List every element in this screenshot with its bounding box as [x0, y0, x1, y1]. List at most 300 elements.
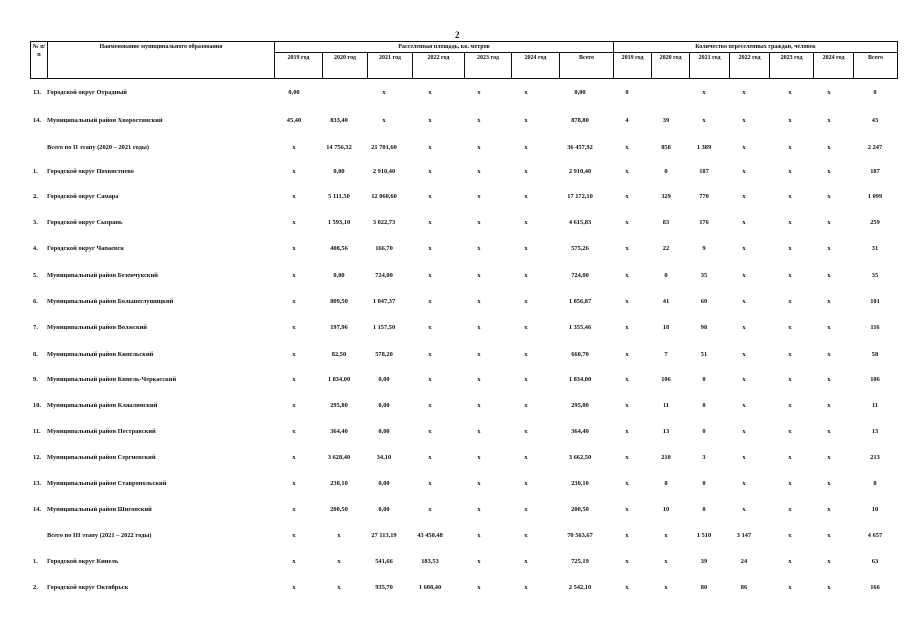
people-cell: 63 — [871, 558, 879, 565]
area-cell: 21 701,60 — [371, 144, 397, 151]
people-cell: x — [788, 454, 792, 461]
area-cell: x — [477, 480, 481, 487]
people-cell: x — [702, 89, 706, 96]
area-cell: x — [477, 558, 481, 565]
people-cell: x — [742, 272, 746, 279]
row-number: 2. — [33, 193, 38, 200]
area-cell: 0,00 — [378, 480, 390, 487]
people-cell: 4 — [625, 117, 629, 124]
area-cell: 200,50 — [571, 506, 589, 513]
area-cell: 36 457,92 — [567, 144, 593, 151]
people-cell: x — [742, 193, 746, 200]
row-name: Всего по III этапу (2021 – 2022 годы) — [47, 532, 152, 539]
area-cell: x — [428, 245, 432, 252]
people-cell: x — [625, 402, 629, 409]
people-cell: 101 — [870, 298, 880, 305]
area-cell: x — [428, 117, 432, 124]
people-cell: x — [827, 245, 831, 252]
people-cell: 60 — [700, 298, 708, 305]
row-name: Муниципальный район Хворостянский — [47, 117, 163, 124]
people-cell: x — [788, 245, 792, 252]
row-name: Муниципальный район Кляалинский — [47, 402, 158, 409]
area-cell: 935,70 — [375, 584, 393, 591]
area-cell: x — [524, 402, 528, 409]
row-name: Всего по II этапу (2020 – 2021 годы) — [47, 144, 149, 151]
people-cell: x — [625, 168, 629, 175]
area-cell: x — [477, 168, 481, 175]
row-name: Городской округ Самара — [47, 193, 119, 200]
people-cell: 0 — [873, 89, 877, 96]
area-cell: x — [292, 272, 296, 279]
area-cell: x — [292, 454, 296, 461]
area-cell: x — [337, 558, 341, 565]
row-number: 1. — [33, 558, 38, 565]
people-cell: x — [742, 351, 746, 358]
table-row — [0, 270, 905, 282]
area-cell: 34,10 — [376, 454, 392, 461]
area-cell: x — [428, 168, 432, 175]
people-cell: 10 — [871, 506, 879, 513]
row-number: 11. — [33, 428, 41, 435]
area-cell: 43 450,48 — [417, 532, 443, 539]
area-cell: x — [477, 272, 481, 279]
area-cell: x — [428, 324, 432, 331]
people-cell: x — [742, 298, 746, 305]
people-cell: x — [788, 351, 792, 358]
people-cell: 166 — [870, 584, 880, 591]
table-row — [0, 115, 905, 127]
row-name: Муниципальный район Большеглушицкий — [47, 298, 174, 305]
table-row — [0, 87, 905, 99]
people-cell: 8 — [873, 480, 877, 487]
area-cell: x — [292, 428, 296, 435]
row-name: Муниципальный район Волжский — [47, 324, 147, 331]
area-cell: x — [477, 117, 481, 124]
area-cell: 1 608,40 — [418, 584, 442, 591]
area-cell: x — [477, 89, 481, 96]
area-cell: 3 628,40 — [327, 454, 351, 461]
people-cell: x — [742, 168, 746, 175]
people-cell: 51 — [700, 351, 708, 358]
people-cell: 3 147 — [736, 532, 752, 539]
header-year: 2024 год — [814, 53, 854, 79]
area-cell: x — [428, 376, 432, 383]
area-cell: x — [524, 117, 528, 124]
area-cell: 82,50 — [331, 351, 347, 358]
row-name: Городской округ Октябрьск — [47, 584, 129, 591]
people-cell: x — [827, 351, 831, 358]
area-cell: x — [477, 402, 481, 409]
row-number: 2. — [33, 584, 38, 591]
people-cell: x — [742, 428, 746, 435]
row-name: Муниципальный район Кинельский — [47, 351, 154, 358]
area-cell: 295,80 — [330, 402, 348, 409]
row-number: 1. — [33, 168, 38, 175]
area-cell: 2 910,40 — [372, 168, 396, 175]
area-cell: x — [477, 584, 481, 591]
area-cell: x — [524, 480, 528, 487]
area-cell: 578,20 — [375, 351, 393, 358]
people-cell: x — [664, 584, 668, 591]
area-cell: x — [524, 89, 528, 96]
area-cell: x — [292, 558, 296, 565]
row-name: Городской округ Отрадный — [47, 89, 127, 96]
people-cell: 213 — [870, 454, 880, 461]
area-cell: x — [477, 193, 481, 200]
people-cell: x — [625, 272, 629, 279]
people-cell: x — [625, 532, 629, 539]
people-cell: x — [742, 402, 746, 409]
area-cell: x — [524, 351, 528, 358]
people-cell: x — [827, 506, 831, 513]
people-cell: 41 — [662, 298, 670, 305]
area-cell: 1 157,50 — [372, 324, 396, 331]
table-row — [0, 452, 905, 464]
people-cell: 83 — [662, 219, 670, 226]
area-cell: 364,40 — [330, 428, 348, 435]
people-cell: x — [827, 454, 831, 461]
people-cell: x — [788, 584, 792, 591]
area-cell: x — [292, 193, 296, 200]
people-cell: 43 — [871, 117, 879, 124]
area-cell: 725,19 — [571, 558, 589, 565]
area-cell: x — [524, 428, 528, 435]
row-number: 9. — [33, 376, 38, 383]
area-cell: 1 593,10 — [327, 219, 351, 226]
row-name: Муниципальный район Сергиевский — [47, 454, 156, 461]
header-year: 2020 год — [323, 53, 368, 79]
area-cell: 0,00 — [574, 89, 586, 96]
people-cell: x — [827, 376, 831, 383]
area-cell: x — [477, 219, 481, 226]
header-year: 2020 год — [652, 53, 690, 79]
header-year: 2023 год — [770, 53, 814, 79]
people-cell: x — [788, 168, 792, 175]
people-cell: 35 — [700, 272, 708, 279]
table-row — [0, 582, 905, 594]
people-cell: 259 — [870, 219, 880, 226]
page-number: 2 — [455, 30, 460, 40]
area-cell: x — [292, 532, 296, 539]
people-cell: 86 — [740, 584, 748, 591]
area-cell: 2 542,10 — [568, 584, 592, 591]
area-cell: 724,00 — [571, 272, 589, 279]
header-year: 2019 год — [275, 53, 323, 79]
row-number: 6. — [33, 298, 38, 305]
people-cell: 98 — [700, 324, 708, 331]
row-number: 14. — [33, 506, 41, 513]
area-cell: 809,50 — [330, 298, 348, 305]
people-cell: x — [788, 532, 792, 539]
people-cell: x — [788, 193, 792, 200]
area-cell: x — [292, 144, 296, 151]
people-cell: 187 — [870, 168, 880, 175]
people-cell: 35 — [871, 272, 879, 279]
area-cell: x — [337, 584, 341, 591]
area-cell: x — [477, 506, 481, 513]
people-cell: 8 — [664, 480, 668, 487]
header-year: 2021 год — [368, 53, 413, 79]
area-cell: 660,70 — [571, 351, 589, 358]
area-cell: x — [428, 428, 432, 435]
people-cell: 10 — [662, 506, 670, 513]
header-num: № п/п — [31, 42, 48, 79]
area-cell: 0,00 — [378, 506, 390, 513]
people-cell: 18 — [662, 324, 670, 331]
people-cell: x — [788, 480, 792, 487]
area-cell: 878,80 — [571, 117, 589, 124]
area-cell: 17 172,10 — [567, 193, 593, 200]
area-cell: x — [524, 298, 528, 305]
header-total: Всего — [560, 53, 614, 79]
row-name: Муниципальный район Безенчукский — [47, 272, 158, 279]
area-cell: x — [524, 272, 528, 279]
area-cell: 0,00 — [378, 428, 390, 435]
table-row — [0, 166, 905, 178]
area-cell: 70 563,67 — [567, 532, 593, 539]
header-year: 2022 год — [730, 53, 770, 79]
table-row — [0, 191, 905, 203]
area-cell: x — [428, 89, 432, 96]
people-cell: x — [827, 324, 831, 331]
people-cell: x — [742, 454, 746, 461]
area-cell: x — [524, 532, 528, 539]
area-cell: 0,00 — [378, 402, 390, 409]
people-cell: x — [827, 402, 831, 409]
area-cell: x — [477, 298, 481, 305]
people-cell: x — [788, 144, 792, 151]
area-cell: 166,70 — [375, 245, 393, 252]
table-row — [0, 374, 905, 386]
row-number: 13. — [33, 89, 41, 96]
people-cell: x — [788, 117, 792, 124]
people-cell: x — [625, 454, 629, 461]
area-cell: 2 910,40 — [568, 168, 592, 175]
people-cell: x — [827, 193, 831, 200]
row-number: 8. — [33, 351, 38, 358]
area-cell: 14 756,32 — [326, 144, 352, 151]
table-row — [0, 243, 905, 255]
people-cell: x — [625, 245, 629, 252]
people-cell: x — [742, 117, 746, 124]
people-cell: 0 — [702, 376, 706, 383]
people-cell: x — [625, 584, 629, 591]
area-cell: 230,10 — [330, 480, 348, 487]
people-cell: x — [827, 89, 831, 96]
area-cell: x — [524, 144, 528, 151]
area-cell: x — [292, 376, 296, 383]
area-cell: x — [524, 506, 528, 513]
people-cell: x — [625, 428, 629, 435]
row-number: 13. — [33, 480, 41, 487]
area-cell: 0,00 — [333, 168, 345, 175]
table-row — [0, 504, 905, 516]
table-row — [0, 349, 905, 361]
area-cell: x — [428, 402, 432, 409]
table-row — [0, 142, 905, 154]
row-number: 14. — [33, 117, 41, 124]
people-cell: 11 — [662, 402, 670, 409]
table-row — [0, 478, 905, 490]
area-cell: x — [428, 506, 432, 513]
area-cell: x — [524, 324, 528, 331]
area-cell: x — [428, 219, 432, 226]
people-cell: 31 — [871, 245, 879, 252]
header-people-group: Количество переселенных граждан, человек — [614, 42, 898, 53]
area-cell: x — [428, 144, 432, 151]
people-cell: 0 — [625, 89, 629, 96]
area-cell: x — [428, 480, 432, 487]
people-cell: x — [788, 298, 792, 305]
row-name: Муниципальный район Шигонский — [47, 506, 152, 513]
people-cell: 4 657 — [867, 532, 883, 539]
row-name: Городской округ Похвистнево — [47, 168, 134, 175]
people-cell: 1 389 — [696, 144, 712, 151]
area-cell: 3 662,50 — [568, 454, 592, 461]
area-cell: x — [292, 480, 296, 487]
people-cell: 187 — [699, 168, 709, 175]
people-cell: x — [742, 245, 746, 252]
people-cell: 9 — [702, 245, 706, 252]
people-cell: 0 — [702, 506, 706, 513]
people-cell: 80 — [700, 584, 708, 591]
people-cell: x — [827, 144, 831, 151]
row-name: Муниципальный район Пестравский — [47, 428, 156, 435]
area-cell: x — [292, 324, 296, 331]
area-cell: x — [524, 376, 528, 383]
people-cell: 11 — [871, 402, 879, 409]
row-number: 4. — [33, 245, 38, 252]
area-cell: x — [477, 532, 481, 539]
people-cell: 58 — [871, 351, 879, 358]
area-cell: 0,00 — [378, 376, 390, 383]
area-cell: 0,00 — [333, 272, 345, 279]
area-cell: x — [292, 584, 296, 591]
area-cell: 1 047,37 — [372, 298, 396, 305]
area-cell: x — [292, 506, 296, 513]
row-name: Муниципальный район Ставропольский — [47, 480, 167, 487]
area-cell: x — [292, 245, 296, 252]
people-cell: x — [788, 402, 792, 409]
people-cell: x — [625, 219, 629, 226]
area-cell: 575,26 — [571, 245, 589, 252]
area-cell: 5 111,50 — [328, 193, 350, 200]
header-area-group: Расселенная площадь, кв. метров — [275, 42, 614, 53]
people-cell: x — [625, 480, 629, 487]
area-cell: x — [524, 584, 528, 591]
area-cell: x — [524, 219, 528, 226]
people-cell: x — [827, 428, 831, 435]
people-cell: x — [788, 558, 792, 565]
people-cell: x — [625, 376, 629, 383]
row-number: 12. — [33, 454, 41, 461]
header-year: 2019 год — [614, 53, 652, 79]
table-row — [0, 322, 905, 334]
people-cell: x — [827, 532, 831, 539]
table-row — [0, 530, 905, 542]
area-cell: x — [477, 245, 481, 252]
area-cell: x — [292, 351, 296, 358]
area-cell: x — [292, 402, 296, 409]
area-cell: 3 022,73 — [372, 219, 396, 226]
area-cell: 541,66 — [375, 558, 393, 565]
header-name: Наименование муниципального образования — [48, 42, 275, 79]
area-cell: 1 856,87 — [568, 298, 592, 305]
people-cell: 176 — [699, 219, 709, 226]
area-cell: x — [292, 298, 296, 305]
area-cell: x — [477, 454, 481, 461]
area-cell: 197,96 — [330, 324, 348, 331]
people-cell: x — [625, 144, 629, 151]
table-row — [0, 400, 905, 412]
people-cell: 106 — [661, 376, 671, 383]
area-cell: x — [428, 454, 432, 461]
people-cell: 13 — [871, 428, 879, 435]
area-cell: x — [382, 117, 386, 124]
people-cell: x — [742, 89, 746, 96]
people-cell: 0 — [664, 272, 668, 279]
people-cell: 2 247 — [867, 144, 883, 151]
people-cell: 13 — [662, 428, 670, 435]
area-cell: x — [382, 89, 386, 96]
people-cell: x — [625, 506, 629, 513]
people-cell: x — [664, 558, 668, 565]
people-cell: 210 — [661, 454, 671, 461]
people-cell: x — [625, 298, 629, 305]
area-cell: 4 615,83 — [568, 219, 592, 226]
area-cell: x — [477, 376, 481, 383]
area-cell: x — [477, 351, 481, 358]
people-cell: x — [625, 324, 629, 331]
people-cell: 3 — [702, 454, 706, 461]
people-cell: 0 — [664, 168, 668, 175]
people-cell: x — [742, 144, 746, 151]
header-year: 2024 год — [512, 53, 560, 79]
table-row — [0, 426, 905, 438]
people-cell: 0 — [702, 480, 706, 487]
people-cell: x — [788, 272, 792, 279]
people-cell: 0 — [702, 402, 706, 409]
area-cell: 0,00 — [288, 89, 300, 96]
area-cell: 833,40 — [330, 117, 348, 124]
header-year: 2021 год — [690, 53, 730, 79]
people-cell: 106 — [870, 376, 880, 383]
area-cell: 230,10 — [571, 480, 589, 487]
people-cell: x — [788, 376, 792, 383]
people-cell: x — [827, 272, 831, 279]
people-cell: x — [625, 558, 629, 565]
area-cell: x — [428, 298, 432, 305]
row-number: 7. — [33, 324, 38, 331]
people-cell: x — [827, 584, 831, 591]
area-cell: 1 834,00 — [327, 376, 351, 383]
people-cell: x — [625, 193, 629, 200]
people-cell: 7 — [664, 351, 668, 358]
people-cell: x — [742, 219, 746, 226]
people-cell: x — [664, 532, 668, 539]
area-cell: x — [292, 219, 296, 226]
people-cell: x — [827, 117, 831, 124]
row-number: 10. — [33, 402, 41, 409]
people-cell: 770 — [699, 193, 709, 200]
area-cell: x — [337, 532, 341, 539]
row-name: Городской округ Кинель — [47, 558, 119, 565]
people-cell: x — [827, 480, 831, 487]
people-cell: x — [827, 298, 831, 305]
area-cell: x — [292, 168, 296, 175]
people-cell: 116 — [870, 324, 880, 331]
people-cell: x — [788, 428, 792, 435]
